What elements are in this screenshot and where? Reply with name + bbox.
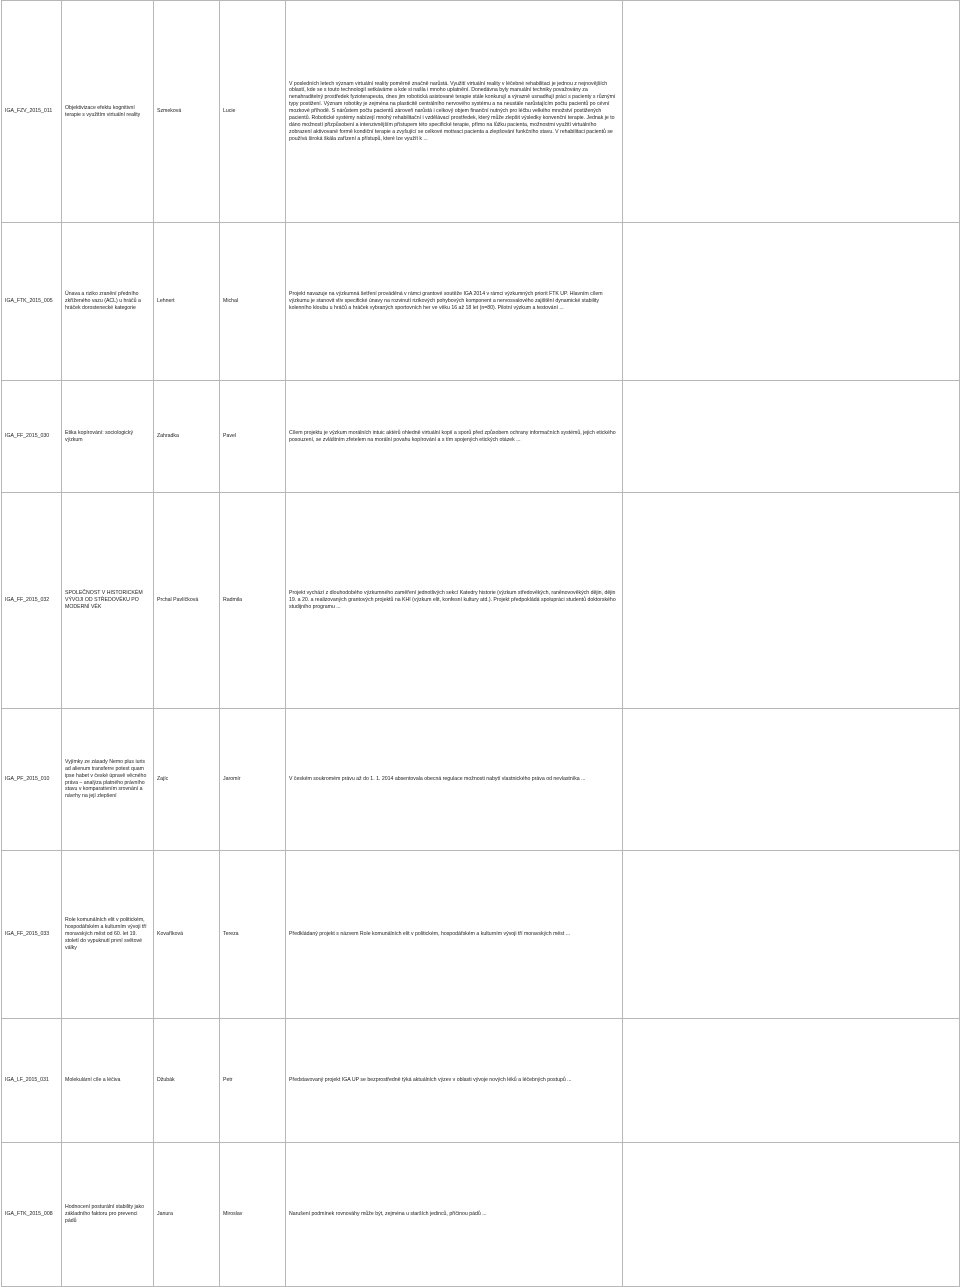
project-code-cell	[2, 709, 62, 851]
project-code-text: IGA_FF_2015_032	[5, 597, 50, 604]
project-code-cell	[2, 1019, 62, 1143]
project-title-text: Role komunálních elit v politickém, hospodářském a kulturním vývoji tří moravských měst od 60. let 19. století do vypuknutí první světové války	[65, 917, 147, 951]
investigator-name-text: Tereza	[223, 931, 239, 938]
investigator-name-cell	[220, 851, 286, 1019]
project-title-text: Molekulární cíle a léčiva	[65, 1077, 121, 1084]
investigator-name-text: Miroslav	[223, 1211, 243, 1218]
abstract-english-cell	[623, 1, 960, 223]
project-code-text: IGA_FZV_2015_011	[5, 108, 53, 115]
abstract-czech-text: Narušení podmínek rovnováhy může být, zejména u starších jedinců, příčinou pádů ...	[289, 1211, 487, 1218]
abstract-english-cell	[623, 1019, 960, 1143]
investigator-name-cell	[220, 223, 286, 381]
project-title-text: Vyjímky ze zásady Nemo plus iuris ad alienum transferre potest quam ipse habet v české úpravě věcného práva – analýza platného právního stavu v komparativním srovnání a návrhy na její zlepšení	[65, 758, 147, 800]
project-code-text: IGA_PF_2015_010	[5, 776, 50, 783]
abstract-czech-cell	[286, 381, 623, 493]
project-title-cell	[62, 223, 154, 381]
table-row	[2, 709, 960, 851]
table-row	[2, 1019, 960, 1143]
investigator-surname-text: Janura	[157, 1211, 173, 1218]
investigator-surname-cell	[154, 493, 220, 709]
project-title-cell	[62, 381, 154, 493]
investigator-surname-cell	[154, 1, 220, 223]
project-title-text: SPOLEČNOST V HISTORICKÉM VÝVOJI OD STŘEDOVĚKU PO MODERNÍ VĚK	[65, 590, 143, 610]
abstract-czech-cell	[286, 1019, 623, 1143]
abstract-english-cell	[623, 1143, 960, 1287]
investigator-name-cell	[220, 1143, 286, 1287]
project-code-cell	[2, 493, 62, 709]
investigator-name-text: Jaromír	[223, 776, 241, 783]
abstract-czech-text: Projekt vychází z dlouhodobého výzkumného zaměření jednotlivých sekcí Katedry historie (výzkum středověkých, raněnovověkých dějin, dějin 19. a 20. a realizovaných grantových projektů na KHI (výzkum elit, konfesní kultury atd.). Projekt předpokládá spolupráci studentů doktorského studijního programu ...	[289, 590, 616, 610]
project-code-cell	[2, 1, 62, 223]
abstract-czech-text: Projekt navazuje na výzkumná šetření prováděná v rámci grantové soutěže IGA 2014 v rámci výzkumných priorit FTK UP. Hlavním cílem výzkumu je stanovit vliv specifické únavy na rozvinutí rizikových pohybových komponent a nervosvalového zajištění dynamické stability kolenního kloubu u hráčů a hráček vybraných sportovních her ve věku 16 až 18 let (n=80). Pilotní výzkum a testování ...	[289, 291, 603, 311]
project-code-text: IGA_FTK_2015_005	[5, 298, 53, 305]
project-code-text: IGA_FF_2015_033	[5, 931, 50, 938]
abstract-czech-cell	[286, 1143, 623, 1287]
abstract-czech-cell	[286, 709, 623, 851]
investigator-surname-text: Džubák	[157, 1077, 175, 1084]
abstract-english-cell	[623, 851, 960, 1019]
project-title-cell	[62, 851, 154, 1019]
abstract-czech-cell	[286, 1, 623, 223]
investigator-name-cell	[220, 493, 286, 709]
table-row	[2, 493, 960, 709]
project-title-text: Hodnocení posturální stability jako základního faktoru pro prevenci pádů	[65, 1204, 145, 1224]
abstract-czech-text: Představovaný projekt IGA UP se bezprostředně týká aktuálních výzev v oblasti vývoje nových léků a léčebných postupů ...	[289, 1077, 572, 1084]
project-title-cell	[62, 709, 154, 851]
investigator-surname-cell	[154, 381, 220, 493]
investigator-name-cell	[220, 1, 286, 223]
investigator-surname-text: Kovaříková	[157, 931, 183, 938]
table-row	[2, 1, 960, 223]
abstract-czech-text: Cílem projektu je výzkum morálních intuic aktérů ohledně virtuální kopií a sporů před způsobem ochrany informačních systémů, jejich etického posouzení, se zvláštním zřetelem na morální povahu kopírování a s tím spojených etických otázek ...	[289, 429, 616, 443]
abstract-czech-cell	[286, 223, 623, 381]
abstract-english-cell	[623, 381, 960, 493]
table-row	[2, 381, 960, 493]
grant-projects-table	[1, 0, 960, 1287]
abstract-czech-cell	[286, 851, 623, 1019]
investigator-surname-text: Lehnert	[157, 298, 175, 305]
project-title-text: Únava a riziko zranění předního zkříženého vazu (ACL) u hráčů a hráček dorostenecké kategorie	[65, 291, 141, 311]
abstract-czech-text: V českém soukromém právu až do 1. 1. 2014 absentovala obecná regulace možnosti nabytí vlastnického práva od nevlastníka ...	[289, 776, 586, 783]
project-title-cell	[62, 1, 154, 223]
project-code-text: IGA_FTK_2015_008	[5, 1211, 53, 1218]
investigator-name-text: Petr	[223, 1077, 233, 1084]
investigator-surname-text: Prchal Pavlíčková	[157, 597, 199, 604]
abstract-czech-text: V posledních letech význam virtuální reality poměrně značně narůstá. Využití virtuální reality v léčebné rehabilitaci je jednou z nejnovějších oblastí, kde se s touto technologií setkáváme a kde si našla i mnoho uplatnění. Donedávna byly manuální techniky považovány za nenahraditelný prostředek fyzioterapeuta, dnes jim robotická asistované terapie stále konkurují a výrazně usnadňují práci s pacienty s různými typy postižení. Význam robotiky je zejména na plasticitě centrálního nervového systému a na neustále narůstajícím počtu pacientů po cévní mozkové příhodě. S nárůstem počtu pacientů zároveň narůstá i celkový objem finanční nutných pro léčbu velkého množství postižených pacientů. Robotické systémy nabízejí mnohý rehabilitační i vzdělávací prostředek, který může zlepšit výsledky konvenční terapie. Jednak je to dáno možností přizpůsobení a intenzivnějším přístupem této specifické terapie, přímo na lůžku pacienta, možnostmi využití virtuálního zobrazení aktivované formě kondiční terapie a zvyšující se celkové motivaci pacienta a zlepšování funkčního stavu. V rehabilitaci pacientů se používá široká škála zařízení a přístupů, které lze využít k ...	[289, 80, 616, 142]
investigator-surname-cell	[154, 1143, 220, 1287]
project-title-text: Objektivizace efektu kognitivní terapie s využitím virtuální reality	[65, 104, 141, 118]
investigator-surname-cell	[154, 851, 220, 1019]
table-row	[2, 1143, 960, 1287]
investigator-name-text: Radmila	[223, 597, 243, 604]
project-title-cell	[62, 1143, 154, 1287]
investigator-surname-text: Zahradka	[157, 433, 179, 440]
table-body	[2, 1, 960, 1287]
project-title-cell	[62, 493, 154, 709]
investigator-name-text: Lucie	[223, 108, 236, 115]
abstract-english-cell	[623, 493, 960, 709]
project-code-text: IGA_LF_2015_031	[5, 1077, 49, 1084]
investigator-name-cell	[220, 709, 286, 851]
project-code-cell	[2, 851, 62, 1019]
investigator-surname-cell	[154, 709, 220, 851]
abstract-english-cell	[623, 223, 960, 381]
table-row	[2, 223, 960, 381]
abstract-czech-cell	[286, 493, 623, 709]
table-row	[2, 851, 960, 1019]
investigator-name-cell	[220, 1019, 286, 1143]
project-code-cell	[2, 223, 62, 381]
project-code-cell	[2, 1143, 62, 1287]
project-title-cell	[62, 1019, 154, 1143]
investigator-surname-text: Zajíc	[157, 776, 169, 783]
abstract-czech-text: Předkládaný projekt s názvem Role komunálních elit v politickém, hospodářském a kulturním vývoji tří moravských měst ...	[289, 931, 571, 938]
investigator-surname-cell	[154, 1019, 220, 1143]
project-title-text: Etika kopírování: sociologický výzkum	[65, 429, 134, 443]
abstract-english-cell	[623, 709, 960, 851]
investigator-name-text: Michal	[223, 298, 238, 305]
investigator-surname-cell	[154, 223, 220, 381]
investigator-name-text: Pavel	[223, 433, 236, 440]
investigator-surname-text: Szmeková	[157, 108, 182, 115]
project-code-text: IGA_FF_2015_030	[5, 433, 50, 440]
project-code-cell	[2, 381, 62, 493]
investigator-name-cell	[220, 381, 286, 493]
